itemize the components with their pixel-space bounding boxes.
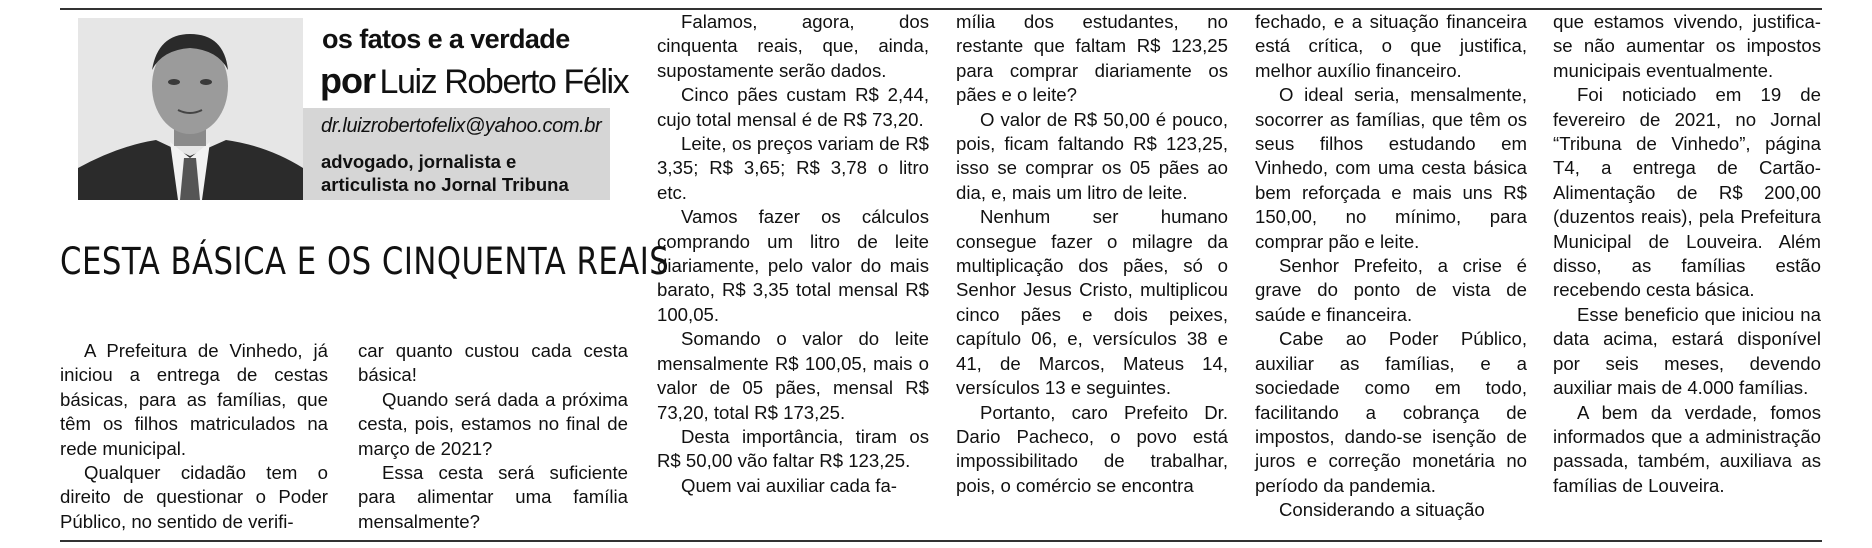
paragraph: Desta importância, tiram os R$ 50,00 vão faltar R$ 123,25. — [657, 425, 929, 472]
paragraph: Qualquer cidadão tem o direito de questionar o Poder Público, no sentido de verifi- — [60, 462, 328, 532]
paragraph: Portanto, caro Prefeito Dr. Dario Pacheco, o povo está impossibilitado de trabalhar, pois, o comércio se encontra — [956, 401, 1228, 496]
author-email: dr.luizrobertofelix@yahoo.com.br — [321, 115, 602, 137]
paragraph: A Prefeitura de Vinhedo, já iniciou a entrega de cestas básicas, para as famílias, que têm os filhos matriculados na rede municipal. — [60, 340, 328, 459]
author-role-line-2: articulista no Jornal Tribuna — [321, 174, 569, 195]
paragraph: Nenhum ser humano consegue fazer o milagre da multiplicação dos pães, só o Senhor Jesus Cristo, multiplicou cinco pães e dois peixes, capítulo 06, e, versículos 38 e 41, de Marcos, Mateus 14, versículos 13 e seguintes. — [956, 206, 1228, 399]
author-photo — [78, 18, 303, 200]
paragraph: fechado, e a situação financeira está crítica, o que justifica, melhor auxílio financeiro. — [1255, 11, 1527, 81]
paragraph: que estamos vivendo, justifica-se não aumentar os impostos municipais eventualmente. — [1553, 11, 1821, 81]
column-topic: os fatos e a verdade — [322, 24, 570, 54]
paragraph: Falamos, agora, dos cinquenta reais, que, ainda, supostamente serão dados. — [657, 11, 929, 81]
paragraph: Esse beneficio que iniciou na data acima, estará disponível por seis meses, devendo auxiliar mais de 4.000 famílias. — [1553, 303, 1821, 399]
paragraph: O ideal seria, mensalmente, socorrer as famílias, que têm os seus filhos estudando em Vinhedo, com uma cesta básica bem reforçada e mais uns R$ 150,00, no mínimo, para comprar pão e leite. — [1255, 84, 1527, 252]
byline — [320, 60, 628, 102]
byline-prefix: por — [320, 60, 375, 101]
paragraph: Somando o valor do leite mensalmente R$ 100,05, mais o valor de 05 pães, mensal R$ 73,20, total R$ 173,25. — [657, 328, 929, 423]
paragraph: Considerando a situação — [1279, 499, 1485, 521]
article-column-1 — [60, 339, 328, 534]
author-role-line-1: advogado, jornalista e — [321, 151, 517, 172]
author-info-box — [303, 108, 610, 200]
paragraph: Leite, os preços variam de R$ 3,35; R$ 3,65; R$ 3,78 o litro etc. — [657, 133, 929, 203]
article-column-6 — [1553, 10, 1821, 498]
paragraph: O valor de R$ 50,00 é pouco, pois, ficam faltando R$ 123,25, isso se comprar os 05 pães ao dia, e, mais um litro de leite. — [956, 108, 1228, 203]
paragraph: Cabe ao Poder Público, auxiliar as famílias, e a sociedade como em todo, facilitando a cobrança de impostos, dando-se isenção de juros e correção monetária no período da pandemia. — [1255, 328, 1527, 496]
paragraph: A bem da verdade, fomos informados que a administração passada, também, auxiliava as famílias de Louveira. — [1553, 401, 1821, 496]
article-headline: CESTA BÁSICA E OS CINQUENTA REAIS — [60, 240, 670, 283]
paragraph: Senhor Prefeito, a crise é grave do ponto de vista de saúde e financeira. — [1255, 255, 1527, 325]
paragraph: Foi noticiado em 19 de fevereiro de 2021, no Jornal “Tribuna de Vinhedo”, página T4, a entrega de Cartão-Alimentação de R$ 200,00 (duzentos reais), pela Prefeitura Municipal de Louveira. Além disso, as famílias estão recebendo cesta básica. — [1553, 84, 1821, 301]
paragraph: mília dos estudantes, no restante que faltam R$ 123,25 para comprar diariamente os pães e o leite? — [956, 11, 1228, 106]
author-name: Luiz Roberto Félix — [379, 63, 629, 101]
paragraph: car quanto custou cada cesta básica! — [358, 340, 628, 386]
article-column-4 — [956, 10, 1228, 498]
article-column-5 — [1255, 10, 1527, 523]
author-role — [321, 150, 569, 196]
article-column-2 — [358, 339, 628, 534]
paragraph: Essa cesta será suficiente para alimentar uma família mensalmente? — [358, 462, 628, 532]
article-column-3 — [657, 10, 929, 498]
paragraph: Quando será dada a próxima cesta, pois, estamos no final de março de 2021? — [358, 388, 628, 459]
paragraph: Cinco pães custam R$ 2,44, cujo total mensal é de R$ 73,20. — [657, 84, 929, 130]
paragraph: Quem vai auxiliar cada fa- — [681, 474, 897, 496]
paragraph: Vamos fazer os cálculos comprando um litro de leite diariamente, pelo valor do mais barato, R$ 3,35 total mensal R$ 100,05. — [657, 206, 929, 325]
bottom-rule — [60, 540, 1822, 542]
column-header — [78, 18, 629, 200]
